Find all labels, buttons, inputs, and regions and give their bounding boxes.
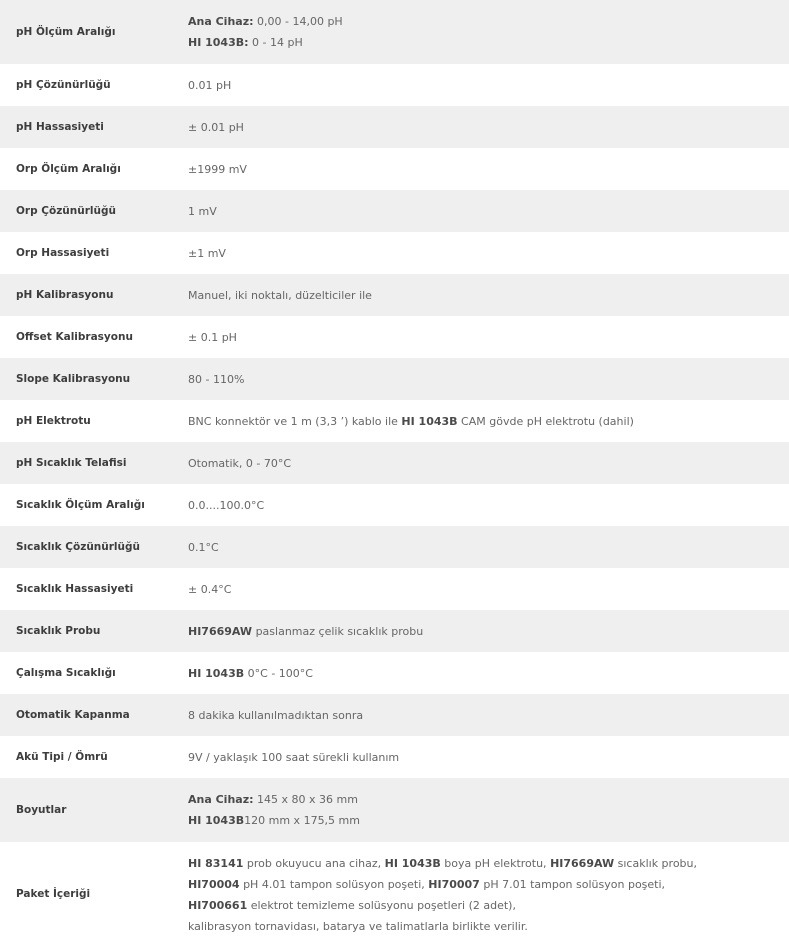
spec-value-line bbox=[188, 705, 789, 726]
spec-label: Offset Kalibrasyonu bbox=[0, 316, 176, 358]
spec-row bbox=[0, 106, 789, 148]
spec-value-text: pH 4.01 tampon solüsyon poşeti, bbox=[239, 877, 429, 891]
spec-value-text: 120 mm x 175,5 mm bbox=[244, 814, 360, 827]
spec-label: Orp Ölçüm Aralığı bbox=[0, 148, 176, 190]
spec-value-line bbox=[188, 75, 789, 96]
spec-row bbox=[0, 484, 789, 526]
spec-value-text: 9V / yaklaşık 100 saat sürekli kullanım bbox=[188, 750, 400, 764]
spec-label: Orp Çözünürlüğü bbox=[0, 190, 176, 232]
spec-row bbox=[0, 568, 789, 610]
spec-row bbox=[0, 610, 789, 652]
spec-value-line bbox=[188, 579, 789, 600]
spec-value-text: paslanmaz çelik sıcaklık probu bbox=[252, 624, 424, 638]
spec-row bbox=[0, 190, 789, 232]
spec-value-text: CAM gövde pH elektrotu (dahil) bbox=[457, 414, 634, 428]
spec-row bbox=[0, 274, 789, 316]
spec-value-code: HI7669AW bbox=[188, 624, 253, 638]
spec-value-text: 0.1°C bbox=[188, 540, 219, 554]
spec-label: pH Elektrotu bbox=[0, 400, 176, 442]
spec-value-text: elektrot temizleme solüsyonu poşetleri (2 adet), bbox=[247, 898, 516, 912]
spec-row bbox=[0, 442, 789, 484]
spec-value bbox=[176, 190, 789, 232]
spec-value-text: 0°C - 100°C bbox=[244, 666, 313, 680]
spec-value bbox=[176, 316, 789, 358]
spec-label: Paket İçeriği bbox=[0, 842, 176, 947]
spec-value bbox=[176, 274, 789, 316]
spec-label: Çalışma Sıcaklığı bbox=[0, 652, 176, 694]
spec-value-code: HI700661 bbox=[188, 898, 248, 912]
spec-value-line bbox=[188, 874, 789, 895]
spec-value-line bbox=[188, 747, 789, 768]
spec-value-code: Ana Cihaz: bbox=[188, 15, 254, 28]
spec-value-code: HI70004 bbox=[188, 877, 240, 891]
spec-row bbox=[0, 652, 789, 694]
spec-value-text: 145 x 80 x 36 mm bbox=[253, 793, 358, 806]
spec-row bbox=[0, 148, 789, 190]
spec-value-line bbox=[188, 621, 789, 642]
spec-value-text: ±1999 mV bbox=[188, 162, 247, 176]
spec-label: pH Ölçüm Aralığı bbox=[0, 0, 176, 64]
spec-value bbox=[176, 0, 789, 64]
spec-row bbox=[0, 0, 789, 64]
spec-value-line bbox=[188, 327, 789, 348]
spec-value-text: 1 mV bbox=[188, 204, 217, 218]
spec-label: Sıcaklık Çözünürlüğü bbox=[0, 526, 176, 568]
spec-value-line bbox=[188, 895, 789, 916]
spec-value-text: 80 - 110% bbox=[188, 372, 245, 386]
spec-value-text: 8 dakika kullanılmadıktan sonra bbox=[188, 708, 364, 722]
spec-label: Boyutlar bbox=[0, 778, 176, 842]
spec-value-text: 0,00 - 14,00 pH bbox=[253, 15, 343, 28]
spec-value bbox=[176, 694, 789, 736]
spec-value-line bbox=[188, 663, 789, 684]
spec-label: Sıcaklık Ölçüm Aralığı bbox=[0, 484, 176, 526]
spec-label: Slope Kalibrasyonu bbox=[0, 358, 176, 400]
spec-label: pH Sıcaklık Telafisi bbox=[0, 442, 176, 484]
spec-value-text: Manuel, iki noktalı, düzelticiler ile bbox=[188, 288, 372, 302]
spec-value-text: BNC konnektör ve 1 m (3,3 ’) kablo ile bbox=[188, 414, 402, 428]
spec-value bbox=[176, 736, 789, 778]
spec-value-code: HI7669AW bbox=[550, 856, 615, 870]
spec-value-line bbox=[188, 916, 789, 937]
spec-value-text: ± 0.1 pH bbox=[188, 330, 237, 344]
spec-row bbox=[0, 358, 789, 400]
spec-value-line bbox=[188, 453, 789, 474]
spec-value-text: ± 0.01 pH bbox=[188, 120, 244, 134]
spec-value-line bbox=[188, 853, 789, 874]
spec-value-line bbox=[188, 285, 789, 306]
spec-value bbox=[176, 442, 789, 484]
spec-value bbox=[176, 400, 789, 442]
spec-value bbox=[176, 232, 789, 274]
spec-value-line bbox=[188, 243, 789, 264]
spec-row bbox=[0, 526, 789, 568]
spec-value-line bbox=[188, 159, 789, 180]
spec-label: Orp Hassasiyeti bbox=[0, 232, 176, 274]
spec-value-code: HI 1043B bbox=[188, 814, 245, 827]
spec-label: Akü Tipi / Ömrü bbox=[0, 736, 176, 778]
spec-value bbox=[176, 610, 789, 652]
spec-value bbox=[176, 106, 789, 148]
spec-value bbox=[176, 842, 789, 947]
spec-value-line bbox=[188, 201, 789, 222]
spec-value-line bbox=[188, 369, 789, 390]
spec-value bbox=[176, 64, 789, 106]
spec-value bbox=[176, 568, 789, 610]
spec-label: pH Hassasiyeti bbox=[0, 106, 176, 148]
spec-value-line bbox=[188, 789, 789, 810]
spec-value bbox=[176, 148, 789, 190]
spec-value-code: HI 1043B bbox=[384, 856, 441, 870]
spec-value bbox=[176, 484, 789, 526]
spec-row bbox=[0, 232, 789, 274]
spec-value-code: HI70007 bbox=[428, 877, 480, 891]
spec-value-text: 0 - 14 pH bbox=[248, 36, 303, 49]
spec-value-line bbox=[188, 117, 789, 138]
spec-value bbox=[176, 778, 789, 842]
spec-label: Otomatik Kapanma bbox=[0, 694, 176, 736]
spec-value bbox=[176, 526, 789, 568]
spec-value-line bbox=[188, 11, 789, 32]
spec-row bbox=[0, 64, 789, 106]
spec-label: Sıcaklık Probu bbox=[0, 610, 176, 652]
spec-value-text: sıcaklık probu, bbox=[614, 856, 698, 870]
spec-value-text: 0.0....100.0°C bbox=[188, 498, 265, 512]
spec-row bbox=[0, 694, 789, 736]
spec-value-code: Ana Cihaz: bbox=[188, 793, 254, 806]
spec-value-code: HI 1043B bbox=[401, 414, 458, 428]
spec-label: pH Çözünürlüğü bbox=[0, 64, 176, 106]
spec-value-code: HI 1043B: bbox=[188, 36, 249, 49]
spec-row bbox=[0, 316, 789, 358]
spec-row bbox=[0, 400, 789, 442]
spec-value-text: Otomatik, 0 - 70°C bbox=[188, 456, 292, 470]
spec-value bbox=[176, 652, 789, 694]
spec-value-code: HI 1043B bbox=[188, 666, 245, 680]
spec-row bbox=[0, 778, 789, 842]
spec-value-line bbox=[188, 810, 789, 831]
spec-label: pH Kalibrasyonu bbox=[0, 274, 176, 316]
spec-value-text: 0.01 pH bbox=[188, 78, 232, 92]
spec-value-line bbox=[188, 411, 789, 432]
spec-value-text: prob okuyucu ana cihaz, bbox=[243, 856, 385, 870]
spec-value-text: kalibrasyon tornavidası, batarya ve talimatlarla birlikte verilir. bbox=[188, 919, 528, 933]
spec-value-text: pH 7.01 tampon solüsyon poşeti, bbox=[479, 877, 666, 891]
spec-value-line bbox=[188, 537, 789, 558]
spec-row bbox=[0, 736, 789, 778]
spec-value-text: ± 0.4°C bbox=[188, 582, 232, 596]
spec-value bbox=[176, 358, 789, 400]
spec-label: Sıcaklık Hassasiyeti bbox=[0, 568, 176, 610]
spec-value-line bbox=[188, 495, 789, 516]
spec-value-code: HI 83141 bbox=[188, 856, 244, 870]
spec-value-text: ±1 mV bbox=[188, 246, 226, 260]
spec-value-line bbox=[188, 32, 789, 53]
spec-value-text: boya pH elektrotu, bbox=[440, 856, 551, 870]
spec-row bbox=[0, 842, 789, 947]
